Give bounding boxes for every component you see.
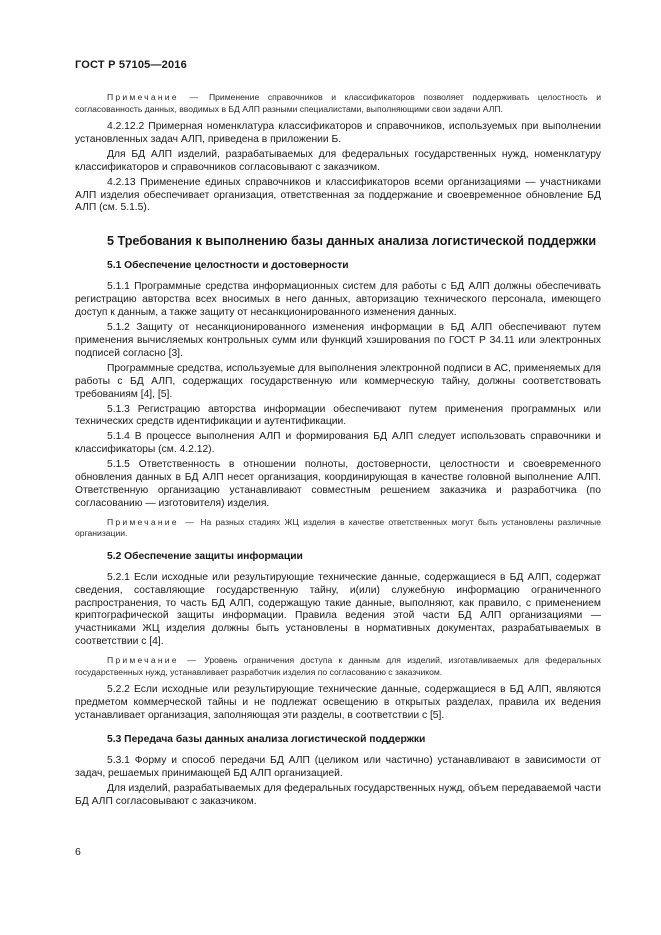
paragraph-5-2-2: 5.2.2 Если исходные или результирующие технические данные, содержащиеся в БД АЛП, являются предметом коммерческой тайны и не подлежат освещению в открытых разделах, правила их ведения устанавливает организация, заполняющая эти разделы, в соответствии с [5].: [75, 684, 601, 721]
paragraph-5-2-1: 5.2.1 Если исходные или результирующие технические данные, содержащиеся в БД АЛП, содержат сведения, составляющие государственную тайну, и(или) служебную информацию ограниченного распространения, то часть БД АЛП, содержащую такие данные, выполняют, как правило, с применением криптографической защиты информации. Правила ведения этой части БД АЛП организациями — участниками ЖЦ изделия должны быть установлены в нормативных документах, разрабатываемых в соответствии с [4].: [75, 571, 601, 648]
paragraph-5-1-2: 5.1.2 Защиту от несанкционированного изменения информации в БД АЛП обеспечивают путем применения вычисляемых контрольных сумм или функций хэширования по ГОСТ Р 34.11 или электронных подписей согласно [3].: [75, 322, 601, 359]
paragraph-5-3-1: 5.3.1 Форму и способ передачи БД АЛП (целиком или частично) устанавливают в зависимости от задач, решаемых принимающей БД АЛП организацией.: [75, 754, 601, 779]
note-text: Применение справочников и классификаторов позволяет поддерживать целостность и согласованность данных, вводимых в БД АЛП разными специалистами, выполняющими свои задачи АЛП.: [75, 92, 601, 114]
subsection-5-2-title: 5.2 Обеспечение защиты информации: [107, 550, 303, 562]
note-label: Примечание —: [107, 516, 197, 527]
paragraph-5-1-1: 5.1.1 Программные средства информационных систем для работы с БД АЛП должны обеспечивать регистрацию авторства всех вносимых в него данных, авторизацию технического персонала, имеющего доступ к данным, а также защиту от несанкционированного изменения данных.: [75, 281, 601, 319]
note: [75, 92, 601, 115]
paragraph-5-1-5: 5.1.5 Ответственность в отношении полноты, достоверности, целостности и своевременного обновления данных в БД АЛП несет организация, координирующая в качестве головной выполнение АЛП. Ответственную организацию устанавливают совместным решением заказчика и разработчика (по согласованию — изготовителя) изделия.: [75, 459, 601, 509]
paragraph: Для изделий, разрабатываемых для федеральных государственных нужд, объем передаваемой части БД АЛП согласовывают с заказчиком.: [75, 782, 601, 807]
paragraph: Программные средства, используемые для выполнения электронной подписи в АС, применяемых для работы с БД АЛП, содержащих государственную или коммерческую тайну, должны соответствовать требованиям [4], [5].: [75, 362, 601, 400]
paragraph-4-2-13: 4.2.13 Применение единых справочников и классификаторов всеми организациями — участниками АЛП изделия обеспечивает организация, ответственная за поддержание и своевременное обновление БД АЛП (см. 5.1.5).: [75, 176, 601, 214]
section-5-title: 5 Требования к выполнению базы данных анализа логистической поддержки: [107, 234, 597, 249]
subsection-5-3-title: 5.3 Передача базы данных анализа логистической поддержки: [107, 733, 426, 745]
paragraph-4-2-12-2: 4.2.12.2 Примерная номенклатура классификаторов и справочников, используемых при выполнении установленных задач АЛП, приведена в приложении Б.: [75, 121, 601, 145]
paragraph-5-1-3: 5.1.3 Регистрацию авторства информации обеспечивают путем применения программных или технических средств идентификации и аутентификации.: [75, 403, 601, 428]
document-id: ГОСТ Р 57105—2016: [75, 59, 187, 71]
note-label: Примечание —: [107, 655, 199, 666]
paragraph-5-1-4: 5.1.4 В процессе выполнения АЛП и формирования БД АЛП следует использовать справочники и классификаторы (см. 4.2.12).: [75, 431, 601, 456]
note: [75, 655, 601, 678]
page-body: [75, 92, 601, 811]
note-text: На разных стадиях ЖЦ изделия в качестве ответственных могут быть установлены различные организации.: [75, 516, 601, 539]
paragraph: Для БД АЛП изделий, разрабатываемых для федеральных государственных нужд, номенклатуру классификаторов и справочников согласовывают с заказчиком.: [75, 148, 601, 173]
note-text: Уровень ограничения доступа к данным для изделий, изготавливаемых для федеральных государственных нужд, устанавливает разработчик изделия по согласованию с заказчиком.: [75, 655, 601, 677]
subsection-5-1-title: 5.1 Обеспечение целостности и достоверности: [107, 260, 349, 272]
note-label: Примечание —: [107, 92, 201, 102]
note: [75, 517, 601, 540]
page-number: 6: [75, 846, 81, 858]
